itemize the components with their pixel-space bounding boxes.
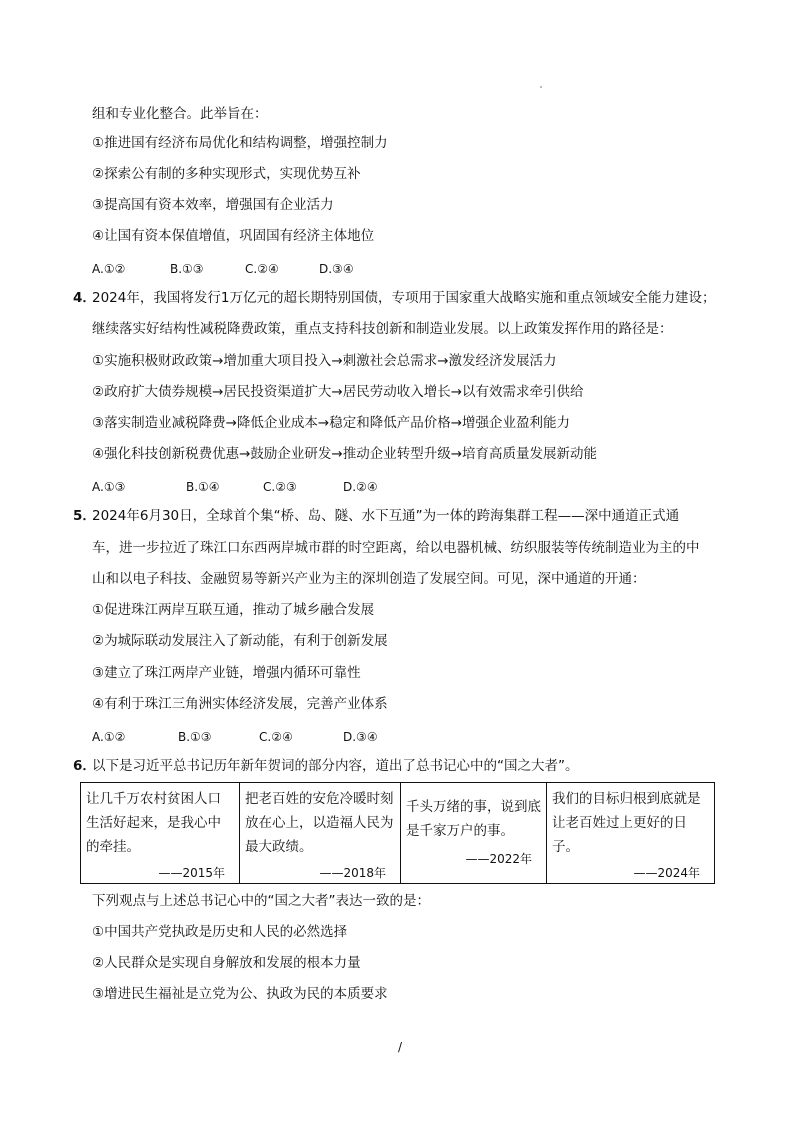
q5-option-c[interactable]: C.②④ — [259, 730, 293, 744]
q6-number: 6． — [73, 758, 96, 774]
quote-text: 把老百姓的安危冷暖时刻放在心上，以造福人民为最大政绩。 — [245, 791, 394, 855]
q3-stem-continuation: 组和专业化整合。此举旨在： — [92, 106, 268, 122]
q6-quote-table — [80, 782, 715, 884]
q3-item-4: ④让国有资本保值增值，巩固国有经济主体地位 — [92, 228, 375, 244]
q5-option-a[interactable]: A.①② — [92, 730, 126, 744]
q5-item-1: ①促进珠江两岸互联互通，推动了城乡融合发展 — [92, 602, 375, 618]
q6-item-2: ②人民群众是实现自身解放和发展的根本力量 — [92, 955, 361, 971]
quote-text: 我们的目标归根到底就是让老百姓过上更好的日子。 — [552, 791, 701, 855]
q3-option-c[interactable]: C.②④ — [245, 262, 279, 276]
quote-year: ——2018年 — [319, 866, 386, 880]
quote-text: 千头万绪的事，说到底是千家万户的事。 — [406, 799, 541, 839]
q5-item-2: ②为城际联动发展注入了新动能，有利于创新发展 — [92, 633, 388, 649]
q5-number: 5． — [73, 508, 96, 524]
q4-item-4: ④强化科技创新税费优惠→鼓励企业研发→推动企业转型升级→培育高质量发展新动能 — [92, 446, 598, 462]
q6-item-1: ①中国共产党执政是历史和人民的必然选择 — [92, 924, 348, 940]
q5-stem-line-1: 2024年6月30日，全球首个集“桥、岛、隧、水下互通”为一体的跨海集群工程——深中通道正式通 — [92, 508, 680, 524]
q4-option-a[interactable]: A.①③ — [92, 480, 126, 494]
quote-cell-2018 — [240, 783, 401, 884]
q4-item-2: ②政府扩大债券规模→居民投资渠道扩大→居民劳动收入增长→以有效需求牵引供给 — [92, 384, 584, 400]
q5-option-d[interactable]: D.③④ — [343, 730, 378, 744]
q4-option-d[interactable]: D.②④ — [343, 480, 378, 494]
q4-number: 4． — [73, 290, 96, 306]
quote-text: 让几千万农村贫困人口生活好起来，是我心中的牵挂。 — [86, 791, 221, 855]
quote-year: ——2022年 — [465, 852, 532, 866]
q3-item-3: ③提高国有资本效率，增强国有企业活力 — [92, 197, 334, 213]
q4-option-b[interactable]: B.①④ — [186, 480, 220, 494]
q6-prompt: 下列观点与上述总书记心中的“国之大者”表达一致的是： — [92, 893, 430, 909]
quote-year: ——2024年 — [633, 866, 700, 880]
q4-option-c[interactable]: C.②③ — [263, 480, 297, 494]
q3-option-b[interactable]: B.①③ — [170, 262, 204, 276]
q4-stem-line-1: 2024年，我国将发行1万亿元的超长期特别国债，专项用于国家重大战略实施和重点领域安全能力建设； — [92, 290, 716, 306]
quote-cell-2022 — [401, 783, 547, 884]
q6-intro: 以下是习近平总书记历年新年贺词的部分内容，道出了总书记心中的“国之大者”。 — [92, 758, 579, 774]
quote-year: ——2015年 — [158, 866, 225, 880]
q5-option-b[interactable]: B.①③ — [178, 730, 212, 744]
quote-cell-2015 — [81, 783, 240, 884]
q4-stem-line-2: 继续落实好结构性减税降费政策，重点支持科技创新和制造业发展。以上政策发挥作用的路径是： — [92, 321, 673, 337]
quote-cell-2024 — [547, 783, 715, 884]
q5-item-4: ④有利于珠江三角洲实体经济发展，完善产业体系 — [92, 696, 388, 712]
q6-item-3: ③增进民生福祉是立党为公、执政为民的本质要求 — [92, 986, 388, 1002]
q3-option-a[interactable]: A.①② — [92, 262, 126, 276]
q3-option-d[interactable]: D.③④ — [319, 262, 354, 276]
q4-item-1: ①实施积极财政政策→增加重大项目投入→刺激社会总需求→激发经济发展活力 — [92, 353, 557, 369]
q3-item-1: ①推进国有经济布局优化和结构调整，增强控制力 — [92, 135, 388, 151]
scan-speck — [540, 86, 542, 88]
q5-stem-line-2: 车，进一步拉近了珠江口东西两岸城市群的时空距离，给以电器机械、纺织服装等传统制造业为主的中 — [92, 540, 700, 556]
q3-item-2: ②探索公有制的多种实现形式，实现优势互补 — [92, 166, 361, 182]
q5-item-3: ③建立了珠江两岸产业链，增强内循环可靠性 — [92, 665, 361, 681]
page-footer-mark: / — [398, 1040, 403, 1054]
q4-item-3: ③落实制造业减税降费→降低企业成本→稳定和降低产品价格→增强企业盈利能力 — [92, 415, 571, 431]
q5-stem-line-3: 山和以电子科技、金融贸易等新兴产业为主的深圳创造了发展空间。可见，深中通道的开通： — [92, 571, 646, 587]
